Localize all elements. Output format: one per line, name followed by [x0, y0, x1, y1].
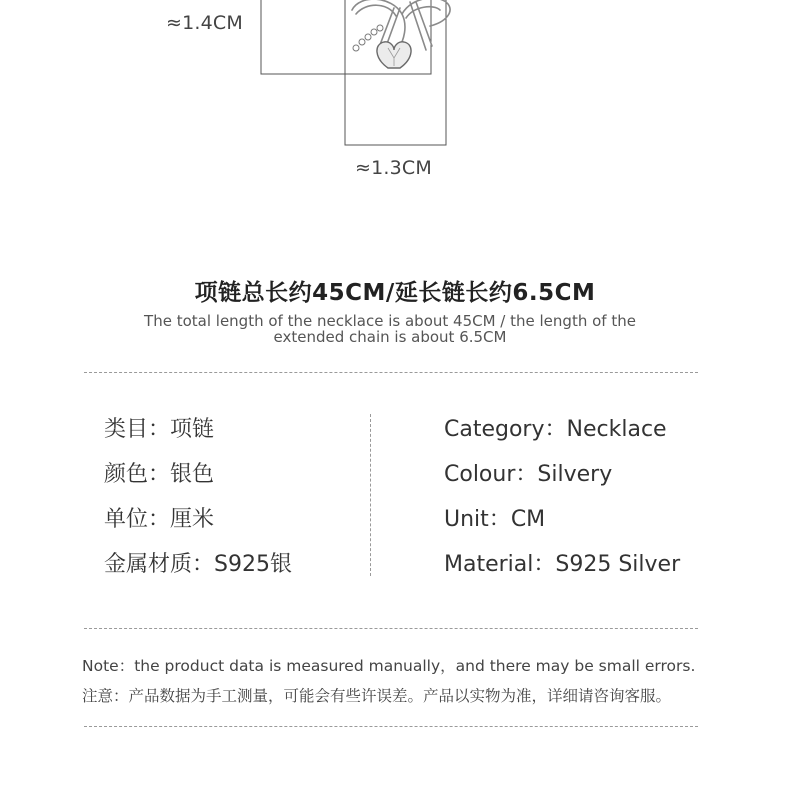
spec-list-cn — [104, 410, 292, 590]
spec-sep: ： — [148, 417, 171, 442]
heart-gem — [377, 42, 411, 68]
spec-label: 单位 — [104, 507, 149, 532]
spec-value: Necklace — [566, 417, 667, 442]
spec-sep: ： — [148, 507, 171, 532]
spec-value: 厘米 — [170, 507, 215, 532]
height-dimension-label: ≈1.4CM — [166, 12, 243, 34]
spec-row-material-cn — [104, 545, 292, 590]
spec-sep: ： — [192, 552, 215, 577]
spec-row-category-cn — [104, 410, 292, 455]
spec-sep: ： — [488, 507, 511, 532]
spec-value: S925银 — [214, 552, 292, 577]
spec-label: 颜色 — [104, 462, 149, 487]
spec-value: 银色 — [170, 462, 215, 487]
spec-sep: ： — [533, 552, 556, 577]
note-chinese: 注意：产品数据为手工测量，可能会有些许误差。产品以实物为准，详细请咨询客服。 — [82, 687, 672, 705]
page-title: 项链总长约45CM/延长链长约6.5CM — [194, 280, 596, 306]
spec-row-colour-en — [444, 455, 680, 500]
divider-bottom — [84, 726, 698, 727]
spec-row-category-en — [444, 410, 680, 455]
spec-label: 类目 — [104, 417, 149, 442]
spec-list-en — [444, 410, 680, 590]
page-subtitle: The total length of the necklace is about 45CM / the length of the extended chain is about 6.5CM — [144, 312, 636, 346]
spec-value: S925 Silver — [555, 552, 681, 577]
spec-value: 项链 — [170, 417, 215, 442]
spec-label: Colour — [444, 462, 516, 487]
spec-sep: ： — [544, 417, 567, 442]
spec-value: Silvery — [537, 462, 613, 487]
spec-column-divider — [370, 414, 371, 576]
spec-label: Unit — [444, 507, 489, 532]
width-dimension-label: ≈1.3CM — [355, 157, 432, 179]
spec-row-unit-cn — [104, 500, 292, 545]
divider-top — [84, 372, 698, 373]
spec-sep: ： — [515, 462, 538, 487]
spec-sep: ： — [148, 462, 171, 487]
spec-row-unit-en — [444, 500, 680, 545]
spec-value: CM — [510, 507, 546, 532]
spec-row-material-en — [444, 545, 680, 590]
spec-label: Category — [444, 417, 545, 442]
spec-label: 金属材质 — [104, 552, 193, 577]
divider-middle — [84, 628, 698, 629]
spec-row-colour-cn — [104, 455, 292, 500]
note-english: Note：the product data is measured manually，and there may be small errors. — [82, 657, 696, 675]
spec-label: Material — [444, 552, 534, 577]
